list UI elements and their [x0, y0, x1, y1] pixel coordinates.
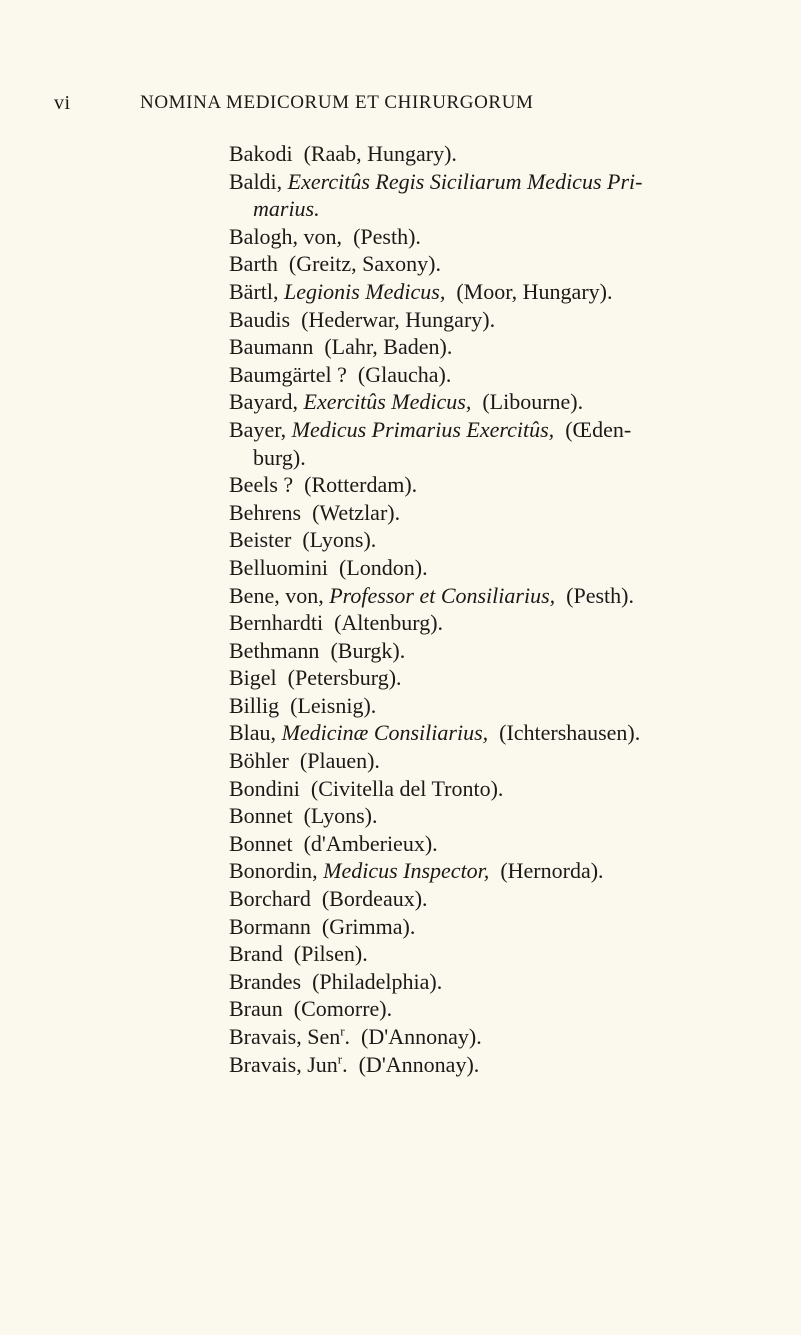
entry-role: Medicus Inspector,: [323, 858, 490, 884]
entry-role: Medicus Primarius Exercitûs,: [291, 416, 555, 442]
list-item: [229, 278, 789, 306]
entry-place: (Grimma).: [321, 913, 416, 939]
list-item: [229, 333, 789, 361]
list-item: [229, 416, 789, 471]
list-item: [229, 692, 789, 720]
entry-name: Bakodi: [229, 141, 293, 166]
entry-place: (Lahr, Baden).: [324, 334, 453, 360]
entry-name: Beels ?: [229, 472, 294, 498]
entry-punctuation: .: [344, 1024, 351, 1049]
entry-superscript: r: [337, 1051, 343, 1067]
list-item: [229, 140, 789, 168]
entry-name: Bethmann: [229, 637, 320, 663]
entry-name: Bärtl,: [229, 278, 279, 304]
entry-name: Billig: [229, 692, 280, 718]
entry-name: Bayard,: [229, 389, 299, 415]
entry-name: Bonordin,: [229, 858, 318, 884]
list-item: [229, 719, 789, 747]
entry-name: Balogh, von,: [229, 223, 343, 249]
entry-name: Bravais, Jun: [229, 1051, 338, 1077]
entry-place: (Pesth).: [353, 223, 421, 249]
entry-name: Bravais, Sen: [229, 1024, 341, 1049]
list-item: [229, 526, 789, 554]
list-item: [229, 471, 789, 499]
entry-place: (Lyons).: [302, 527, 377, 553]
page-number: vi: [54, 92, 71, 114]
entry-place: (D'Annonay).: [358, 1051, 480, 1077]
entry-name: Bernhardti: [229, 610, 324, 636]
entry-role: Medicinæ Consiliarius,: [281, 720, 489, 746]
entry-place: (Petersburg).: [287, 665, 402, 691]
entry-place: (Civitella del Tronto).: [310, 775, 504, 801]
entry-place: (d'Amberieux).: [303, 830, 438, 856]
entry-name: Baumann: [229, 334, 314, 360]
entry-place: (Burgk).: [330, 637, 406, 663]
entry-name: Böhler: [229, 748, 289, 774]
entry-place: (Greitz, Saxony).: [288, 251, 442, 277]
entry-name: Baudis: [229, 306, 291, 332]
entry-name: Braun: [229, 996, 283, 1022]
entry-name: Bene, von,: [229, 582, 324, 608]
entry-punctuation: .: [342, 1051, 348, 1077]
list-item: [229, 885, 789, 913]
list-item: [229, 802, 789, 830]
entry-name: Beister: [229, 527, 292, 553]
entry-place: (Hederwar, Hungary).: [301, 306, 496, 332]
entry-superscript: r: [340, 1023, 345, 1039]
entry-place: (Lyons).: [303, 803, 378, 829]
running-title: NOMINA MEDICORUM ET CHIRURGORUM: [140, 92, 534, 113]
list-item: [229, 775, 789, 803]
list-item: [229, 664, 789, 692]
list-item: [229, 388, 789, 416]
list-item: [229, 223, 789, 251]
page-header: [0, 92, 801, 122]
entry-place: (Plauen).: [299, 748, 380, 774]
entry-name: Behrens: [229, 499, 302, 525]
entry-place: (Hernorda).: [500, 858, 604, 884]
entry-name: Bonnet: [229, 803, 293, 829]
entry-name: Baumgärtel ?: [229, 361, 347, 387]
list-item: [229, 968, 789, 996]
entry-place: (Ichtershausen).: [499, 720, 641, 746]
entry-name: Baldi,: [229, 168, 283, 194]
list-item: [229, 168, 789, 223]
entry-place: (D'Annonay).: [361, 1024, 482, 1049]
list-item: [229, 913, 789, 941]
list-item: [229, 609, 789, 637]
entry-name: Bondini: [229, 775, 300, 801]
list-item: [229, 306, 789, 334]
list-item: [229, 637, 789, 665]
entry-place: (Pesth).: [566, 582, 634, 608]
list-item: [229, 250, 789, 278]
entry-role: Professor et Consiliarius,: [329, 582, 556, 608]
entry-place: (Raab, Hungary).: [303, 141, 457, 166]
list-item: [229, 554, 789, 582]
list-item: [229, 1051, 789, 1079]
list-item: [229, 499, 789, 527]
entry-name: Brandes: [229, 968, 302, 994]
list-item: [229, 830, 789, 858]
entry-name: Bigel: [229, 665, 277, 691]
entry-place: (Philadelphia).: [312, 968, 443, 994]
entry-place: (Œden-: [565, 416, 632, 442]
list-item: [229, 361, 789, 389]
list-item: [229, 940, 789, 968]
entry-name: Barth: [229, 251, 278, 277]
entry-name: Brand: [229, 941, 283, 967]
entry-place-continued: burg).: [253, 444, 306, 470]
entry-place: (Glaucha).: [357, 361, 452, 387]
entry-place: (Comorre).: [293, 996, 393, 1022]
entry-place: (London).: [339, 554, 428, 580]
entry-name: Bonnet: [229, 830, 293, 856]
list-item: [229, 857, 789, 885]
entry-name: Belluomini: [229, 554, 328, 580]
entry-place: (Altenburg).: [334, 610, 444, 636]
entry-role: Exercitûs Medicus,: [303, 389, 472, 415]
entry-place: (Bordeaux).: [321, 886, 428, 912]
entry-place: (Rotterdam).: [304, 472, 418, 498]
list-item: [229, 995, 789, 1023]
list-item: [229, 1023, 789, 1051]
entry-role: Exercitûs Regis Siciliarum Medicus Pri-: [287, 168, 643, 194]
entry-place: (Moor, Hungary).: [456, 278, 613, 304]
entry-name: Bormann: [229, 913, 311, 939]
entry-role-continued: marius.: [253, 196, 320, 222]
entry-name: Borchard: [229, 886, 311, 912]
entry-place: (Pilsen).: [293, 941, 368, 967]
name-list: [229, 140, 789, 1078]
entry-place: (Wetzlar).: [312, 499, 401, 525]
list-item: [229, 747, 789, 775]
entry-name: Bayer,: [229, 416, 287, 442]
entry-place: (Leisnig).: [290, 692, 377, 718]
entry-place: (Libourne).: [482, 389, 584, 415]
list-item: [229, 582, 789, 610]
entry-role: Legionis Medicus,: [284, 278, 446, 304]
entry-name: Blau,: [229, 720, 277, 746]
